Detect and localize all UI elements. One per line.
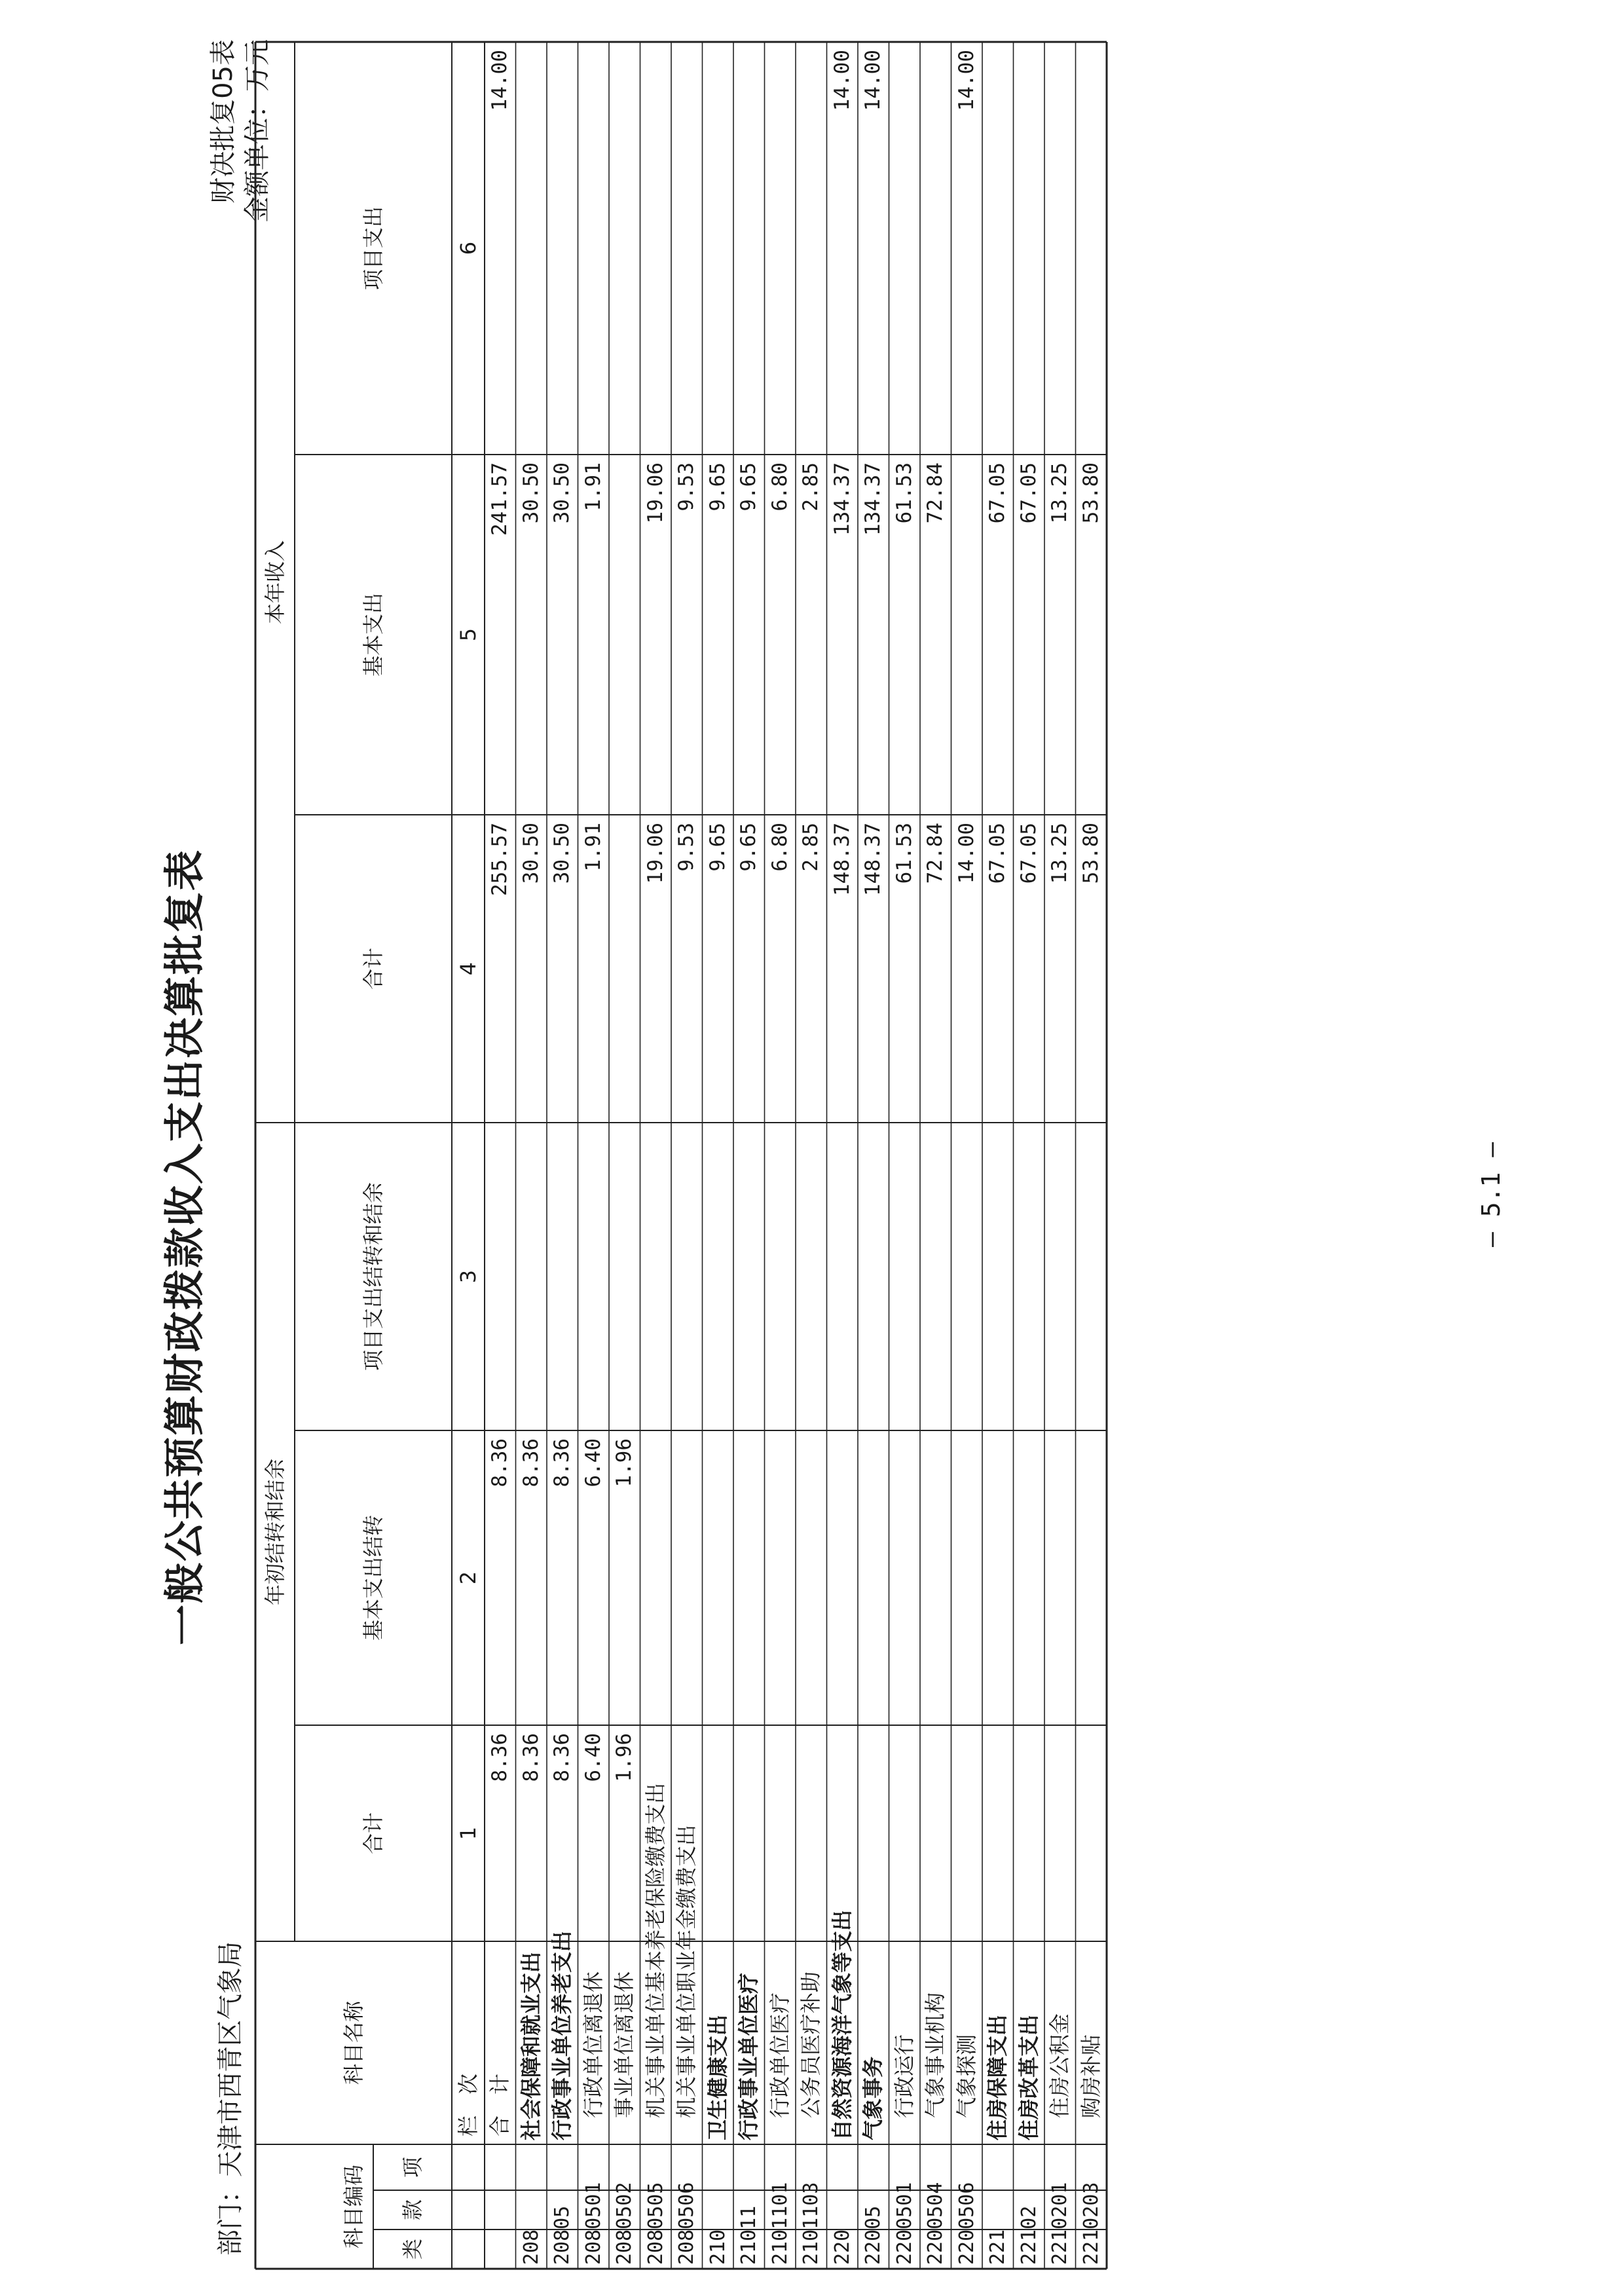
row-c1 <box>765 1733 796 1941</box>
col-number-3: 3 <box>456 1269 481 1284</box>
row-name: 气象事务 <box>860 2056 885 2140</box>
row-c4: 53.80 <box>1079 823 1103 884</box>
row-code: 22102 <box>1017 2205 1041 2265</box>
row-name: 社会保障和就业支出 <box>518 1951 544 2140</box>
total-c3 <box>485 1130 516 1430</box>
row-c4: 148.37 <box>830 823 854 896</box>
row-c3 <box>951 1130 983 1430</box>
row-c4: 13.25 <box>1048 823 1071 884</box>
total-label: 合 计 <box>487 2074 512 2137</box>
row-name: 购房补贴 <box>1078 2034 1103 2118</box>
row-c2 <box>765 1438 796 1725</box>
row-code: 2080501 <box>581 2182 605 2265</box>
col-label: 栏 次 <box>456 2074 481 2137</box>
row-c3 <box>671 1130 703 1430</box>
row-name: 机关事业单位职业年金缴费支出 <box>674 1824 699 2118</box>
row-c6 <box>1076 50 1107 455</box>
row-c5: 13.25 <box>1048 462 1071 524</box>
row-code: 2101103 <box>800 2182 822 2265</box>
row-code: 2101101 <box>768 2182 792 2265</box>
row-c5: 53.80 <box>1079 462 1103 524</box>
row-c1 <box>920 1733 951 1941</box>
row-c4: 30.50 <box>550 823 574 884</box>
row-name: 住房公积金 <box>1047 2013 1072 2118</box>
row-c1 <box>858 1733 889 1941</box>
row-c3 <box>827 1130 858 1430</box>
row-c3 <box>578 1130 610 1430</box>
row-name: 行政单位离退休 <box>580 1971 606 2118</box>
row-c5: 72.84 <box>923 462 947 524</box>
row-c3 <box>765 1130 796 1430</box>
row-c6 <box>1044 50 1076 455</box>
row-c5: 9.53 <box>674 462 698 512</box>
row-c5: 30.50 <box>519 462 543 524</box>
row-code: 2210201 <box>1048 2182 1071 2265</box>
row-name: 气象探测 <box>953 2034 979 2118</box>
row-code: 220 <box>830 2229 854 2265</box>
row-c2: 1.96 <box>612 1438 636 1487</box>
row-c6 <box>920 50 951 455</box>
row-c4: 14.00 <box>954 823 978 884</box>
row-c6 <box>733 50 765 455</box>
row-c2 <box>733 1438 765 1725</box>
header-subject-code: 科目编码 <box>341 2165 366 2249</box>
row-code: 210 <box>706 2229 729 2265</box>
row-c5: 134.37 <box>830 462 854 536</box>
page-title: 一般公共预算财政拨款收入支出决算批复表 <box>160 849 208 1646</box>
header-opening-group: 年初结转和结余 <box>263 1459 287 1606</box>
row-c1 <box>1044 1733 1076 1941</box>
row-name: 住房改革支出 <box>1016 2014 1041 2140</box>
row-c2 <box>1076 1438 1107 1725</box>
row-code: 2080506 <box>675 2182 698 2265</box>
row-c4: 9.65 <box>705 823 729 872</box>
row-c4: 67.05 <box>986 823 1009 884</box>
row-c2 <box>703 1438 734 1725</box>
row-c4: 9.53 <box>674 823 698 872</box>
row-c6 <box>547 50 578 455</box>
row-c1 <box>703 1733 734 1941</box>
row-c5: 30.50 <box>550 462 574 524</box>
row-c1 <box>951 1733 983 1941</box>
row-c3 <box>547 1130 578 1430</box>
row-c2 <box>858 1438 889 1725</box>
row-c6 <box>640 50 672 455</box>
row-c1 <box>733 1733 765 1941</box>
header-c6: 项目支出 <box>361 206 386 291</box>
row-c1 <box>640 1733 672 1941</box>
row-c1 <box>1014 1733 1045 1941</box>
row-c1 <box>796 1733 827 1941</box>
header-lei: 类 <box>400 2239 425 2260</box>
row-c5 <box>951 462 983 815</box>
row-c6 <box>889 50 921 455</box>
row-code: 2080502 <box>613 2182 636 2265</box>
row-name: 气象事业机构 <box>923 1992 948 2118</box>
row-c5: 134.37 <box>861 462 885 536</box>
col-number-2: 2 <box>456 1571 481 1585</box>
row-c2 <box>889 1438 921 1725</box>
header-c1: 合计 <box>361 1812 386 1855</box>
row-c6 <box>765 50 796 455</box>
row-code: 2200506 <box>955 2182 978 2265</box>
row-c6: 14.00 <box>954 50 978 111</box>
total-c2: 8.36 <box>488 1438 511 1487</box>
header-kuan: 款 <box>400 2199 425 2221</box>
row-c4: 19.06 <box>643 823 667 884</box>
row-c2 <box>982 1438 1014 1725</box>
row-c1: 8.36 <box>519 1733 543 1782</box>
row-c1 <box>982 1733 1014 1941</box>
row-c4: 6.80 <box>767 823 792 872</box>
row-c6 <box>671 50 703 455</box>
header-subject-name: 科目名称 <box>341 2001 366 2085</box>
row-c5: 2.85 <box>799 462 822 512</box>
row-c1: 6.40 <box>581 1733 605 1782</box>
row-c3 <box>609 1130 640 1430</box>
row-c2: 8.36 <box>519 1438 543 1487</box>
row-c2 <box>796 1438 827 1725</box>
row-c5: 9.65 <box>705 462 729 512</box>
row-c3 <box>920 1130 951 1430</box>
amount-unit: 金额单位：万元 <box>242 39 272 223</box>
header-c2: 基本支出结转 <box>361 1515 386 1641</box>
row-c5 <box>609 462 640 815</box>
row-name: 卫生健康支出 <box>705 2014 730 2140</box>
row-c1 <box>671 1733 703 1941</box>
row-c6: 14.00 <box>861 50 885 111</box>
row-code: 2210203 <box>1079 2182 1103 2265</box>
row-code: 221 <box>986 2229 1009 2265</box>
row-name: 住房保障支出 <box>985 2014 1010 2140</box>
col-number-4: 4 <box>456 961 481 976</box>
row-c5: 1.91 <box>581 462 605 512</box>
col-number-1: 1 <box>456 1826 481 1840</box>
total-c6: 14.00 <box>488 50 511 111</box>
row-c6 <box>796 50 827 455</box>
row-c2 <box>827 1438 858 1725</box>
row-c5: 61.53 <box>892 462 916 524</box>
total-c4: 255.57 <box>488 823 511 896</box>
row-c1 <box>1076 1733 1107 1941</box>
row-name: 机关事业单位基本养老保险缴费支出 <box>642 1782 668 2118</box>
row-c6 <box>609 50 640 455</box>
row-c3 <box>703 1130 734 1430</box>
row-code: 21011 <box>737 2205 760 2265</box>
row-c5: 19.06 <box>643 462 667 524</box>
header-income-group: 本年收入 <box>263 540 287 625</box>
row-c6 <box>578 50 610 455</box>
header-c4: 合计 <box>361 948 386 990</box>
row-c3 <box>733 1130 765 1430</box>
row-c5: 6.80 <box>767 462 792 512</box>
total-c5: 241.57 <box>488 462 511 536</box>
row-code: 20805 <box>551 2205 574 2265</box>
row-c4: 9.65 <box>737 823 760 872</box>
row-c2 <box>1014 1438 1045 1725</box>
row-c2 <box>951 1438 983 1725</box>
row-c4: 30.50 <box>519 823 543 884</box>
row-c5: 67.05 <box>1016 462 1041 524</box>
row-c3 <box>1076 1130 1107 1430</box>
row-name: 行政单位医疗 <box>767 1992 792 2118</box>
header-xiang: 项 <box>400 2157 425 2178</box>
form-code: 财决批复05表 <box>208 39 238 204</box>
row-c6 <box>516 50 547 455</box>
page-number: — 5.1 — <box>1477 1142 1505 1247</box>
row-c3 <box>889 1130 921 1430</box>
row-name: 公务员医疗补助 <box>798 1971 823 2118</box>
row-c6 <box>703 50 734 455</box>
row-name: 行政运行 <box>891 2034 917 2118</box>
row-c4: 148.37 <box>861 823 885 896</box>
row-c6 <box>982 50 1014 455</box>
row-c5: 9.65 <box>737 462 760 512</box>
row-c2 <box>1044 1438 1076 1725</box>
row-c4: 1.91 <box>581 823 605 872</box>
row-c2: 6.40 <box>581 1438 605 1487</box>
row-c2 <box>671 1438 703 1725</box>
row-name: 自然资源海洋气象等支出 <box>829 1909 855 2140</box>
row-code: 2080505 <box>644 2182 667 2265</box>
header-c5: 基本支出 <box>361 593 386 677</box>
row-name: 事业单位离退休 <box>612 1971 637 2118</box>
row-c3 <box>796 1130 827 1430</box>
row-c4: 67.05 <box>1016 823 1041 884</box>
row-c2 <box>640 1438 672 1725</box>
row-c6: 14.00 <box>830 50 854 111</box>
row-c4: 2.85 <box>799 823 822 872</box>
row-c1 <box>827 1733 858 1941</box>
col-number-5: 5 <box>456 627 481 642</box>
row-name: 行政事业单位养老支出 <box>549 1930 574 2140</box>
department-label: 部门：天津市西青区气象局 <box>215 1941 246 2256</box>
row-c4 <box>609 823 640 1123</box>
row-c4: 72.84 <box>923 823 947 884</box>
row-c1 <box>889 1733 921 1941</box>
row-c2 <box>920 1438 951 1725</box>
row-c6 <box>1014 50 1045 455</box>
row-c3 <box>1044 1130 1076 1430</box>
row-code: 22005 <box>862 2205 885 2265</box>
row-c3 <box>982 1130 1014 1430</box>
row-c3 <box>1014 1130 1045 1430</box>
row-code: 208 <box>519 2229 543 2265</box>
row-c2: 8.36 <box>550 1438 574 1487</box>
header-c3: 项目支出结转和结余 <box>361 1182 386 1371</box>
col-number-6: 6 <box>456 241 481 255</box>
row-c3 <box>516 1130 547 1430</box>
row-name: 行政事业单位医疗 <box>736 1972 761 2140</box>
row-code: 2200501 <box>893 2182 916 2265</box>
row-c5: 67.05 <box>986 462 1009 524</box>
row-code: 2200504 <box>924 2182 947 2265</box>
row-c4: 61.53 <box>892 823 916 884</box>
row-c1: 1.96 <box>612 1733 636 1782</box>
total-c1: 8.36 <box>488 1733 511 1782</box>
row-c3 <box>640 1130 672 1430</box>
row-c3 <box>858 1130 889 1430</box>
row-c1: 8.36 <box>550 1733 574 1782</box>
